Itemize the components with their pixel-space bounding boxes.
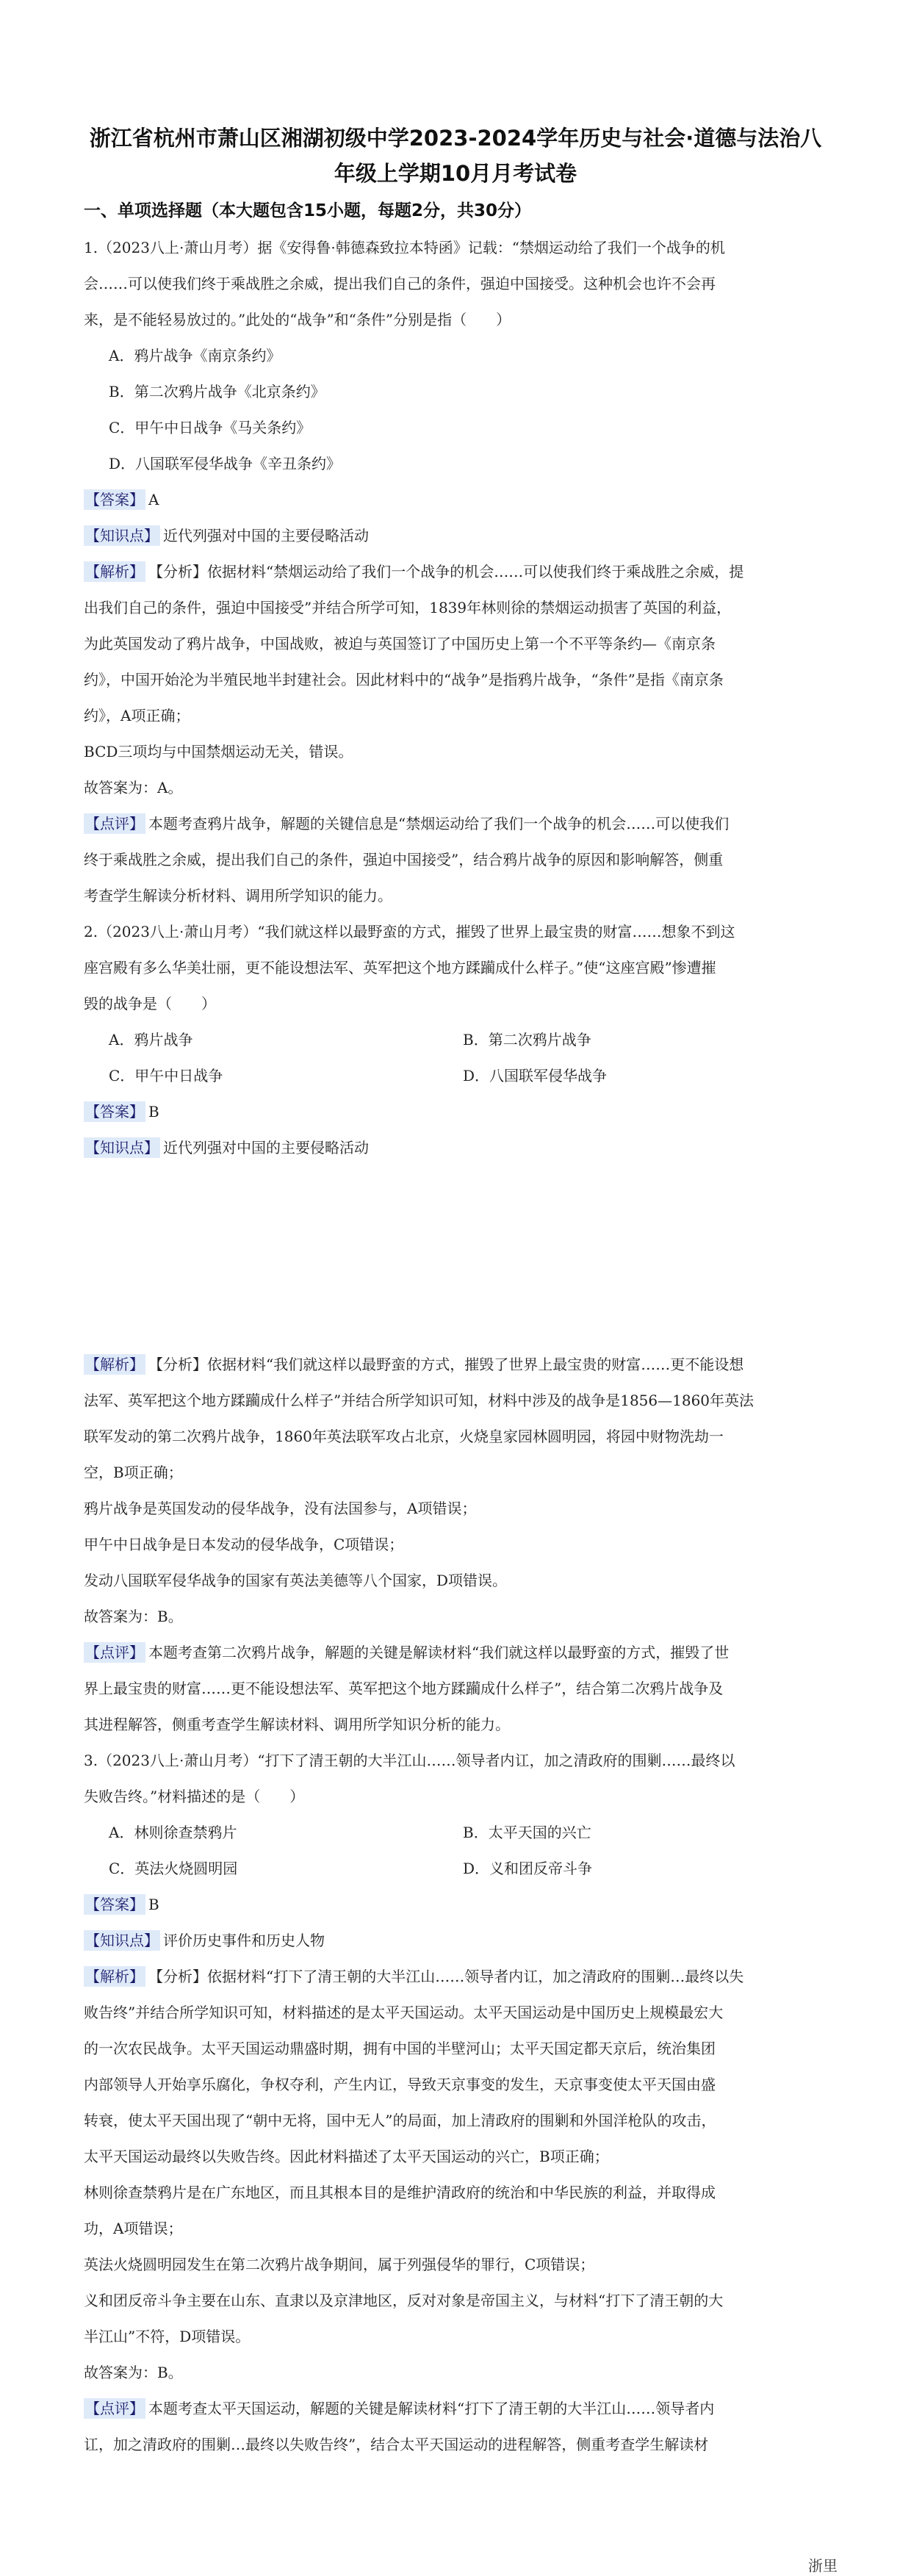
- q1-analysis-line: 为此英国发动了鸦片战争，中国战败，被迫与英国签订了中国历史上第一个不平等条约—《南京条: [84, 635, 716, 652]
- q1-analysis-line: 约》，中国开始沦为半殖民地半封建社会。因此材料中的“战争”是指鸦片战争，“条件”是指《南京条: [84, 671, 724, 688]
- q3-analysis-line: 太平天国运动最终以失败告终。因此材料描述了太平天国运动的兴亡，B项正确；: [84, 2148, 609, 2165]
- comment-label: 【点评】: [85, 1644, 144, 1661]
- q3-analysis-line: 败告终”并结合所学知识可知，材料描述的是太平天国运动。太平天国运动是中国历史上规模最宏大: [84, 2004, 724, 2021]
- q3-analysis-line: 故答案为：B。: [84, 2364, 183, 2381]
- q2-analysis-line: 空，B项正确；: [84, 1464, 183, 1481]
- q1-option-d: D．八国联军侵华战争《辛丑条约》: [109, 455, 342, 472]
- knowledge-point-label: 【知识点】: [85, 1139, 159, 1156]
- q1-analysis-line: [84, 561, 743, 583]
- q3-answer: B: [148, 1896, 159, 1913]
- q2-option-c: C．甲午中日战争: [109, 1067, 223, 1084]
- q2-stem-line: 毁的战争是（ ）: [84, 995, 216, 1012]
- q1-option-c: C．甲午中日战争《马关条约》: [109, 419, 312, 436]
- section-heading: 一、单项选择题（本大题包含15小题，每题2分，共30分）: [84, 201, 532, 220]
- q2-analysis-text: 【分析】依据材料“我们就这样以最野蛮的方式，摧毁了世界上最宝贵的财富……更不能设想: [148, 1356, 744, 1373]
- page-footer: 浙里: [808, 2557, 838, 2575]
- q3-analysis-line: 功，A项错误；: [84, 2220, 183, 2237]
- q2-answer: B: [148, 1103, 159, 1120]
- q1-stem-line: 会……可以使我们终于乘战胜之余威，提出我们自己的条件，强迫中国接受。这种机会也许不会再: [84, 275, 716, 292]
- q1-knowledge-point: 近代列强对中国的主要侵略活动: [163, 527, 369, 544]
- answer-label: 【答案】: [85, 491, 144, 508]
- q1-analysis-line: 故答案为：A。: [84, 779, 183, 796]
- q2-comment-line: 其进程解答，侧重考查学生解读材料、调用所学知识分析的能力。: [84, 1716, 510, 1733]
- q1-stem-line: 来，是不能轻易放过的。”此处的“战争”和“条件”分别是指（ ）: [84, 311, 511, 328]
- q3-comment-text: 本题考查太平天国运动，解题的关键是解读材料“打下了清王朝的大半江山……领导者内: [148, 2400, 715, 2417]
- q2-analysis-line: 甲午中日战争是日本发动的侵华战争，C项错误；: [84, 1536, 404, 1553]
- q2-knowledge-point: 近代列强对中国的主要侵略活动: [163, 1139, 369, 1156]
- q1-option-a: A．鸦片战争《南京条约》: [109, 347, 281, 364]
- q3-option-c: C．英法火烧圆明园: [109, 1860, 238, 1877]
- analysis-label: 【解析】: [85, 1356, 144, 1373]
- q2-analysis-line: 鸦片战争是英国发动的侵华战争，没有法国参与，A项错误；: [84, 1500, 477, 1517]
- q1-stem-line: 1.（2023八上·萧山月考）据《安得鲁·韩德森致拉本特函》记载：“禁烟运动给了我们一个战争的机: [84, 239, 725, 256]
- q2-comment-text: 本题考查第二次鸦片战争，解题的关键是解读材料“我们就这样以最野蛮的方式，摧毁了世: [148, 1644, 730, 1661]
- q1-comment-text: 本题考查鸦片战争，解题的关键信息是“禁烟运动给了我们一个战争的机会……可以使我们: [148, 815, 730, 832]
- q2-option-d: D．八国联军侵华战争: [463, 1067, 608, 1084]
- q2-answer-row: [84, 1101, 159, 1123]
- q2-knowledge-row: [84, 1137, 369, 1159]
- q2-analysis-line: 发动八国联军侵华战争的国家有英法美德等八个国家，D项错误。: [84, 1572, 508, 1589]
- q1-comment-line: 考查学生解读分析材料、调用所学知识的能力。: [84, 887, 392, 904]
- q3-analysis-line: 英法火烧圆明园发生在第二次鸦片战争期间，属于列强侵华的罪行，C项错误；: [84, 2256, 595, 2273]
- q3-analysis-line: 义和团反帝斗争主要在山东、直隶以及京津地区，反对对象是帝国主义，与材料“打下了清王朝的大: [84, 2292, 724, 2309]
- knowledge-point-label: 【知识点】: [85, 1932, 159, 1949]
- exam-title-line2: 年级上学期10月月考试卷: [334, 161, 577, 186]
- q2-stem-line: 座宫殿有多么华美壮丽，更不能设想法军、英军把这个地方蹂躏成什么样子。”使“这座宫殿”惨遭摧: [84, 959, 716, 976]
- analysis-label: 【解析】: [85, 1968, 144, 1985]
- knowledge-point-label: 【知识点】: [85, 527, 159, 544]
- exam-title-line1: 浙江省杭州市萧山区湘湖初级中学2023-2024学年历史与社会·道德与法治八: [89, 126, 822, 151]
- comment-label: 【点评】: [85, 2400, 144, 2417]
- q3-analysis-line: [84, 1965, 743, 1987]
- q1-comment-line: [84, 813, 729, 835]
- q2-analysis-line: 故答案为：B。: [84, 1608, 183, 1625]
- q1-analysis-line: BCD三项均与中国禁烟运动无关，错误。: [84, 743, 353, 760]
- q3-option-d: D．义和团反帝斗争: [463, 1860, 593, 1877]
- q1-answer: A: [148, 491, 159, 508]
- q3-comment-line: 讧，加之清政府的围剿…最终以失败告终”，结合太平天国运动的进程解答，侧重考查学生解读材: [84, 2436, 709, 2453]
- q3-analysis-text: 【分析】依据材料“打下了清王朝的大半江山……领导者内讧，加之清政府的围剿…最终以失: [148, 1968, 744, 1985]
- q2-option-a: A．鸦片战争: [109, 1031, 193, 1048]
- q1-answer-row: [84, 489, 159, 511]
- q2-analysis-line: 联军发动的第二次鸦片战争，1860年英法联军攻占北京，火烧皇家园林圆明园，将园中财物洗劫一: [84, 1428, 724, 1445]
- q3-knowledge-point: 评价历史事件和历史人物: [163, 1932, 325, 1949]
- q3-stem-line: 3.（2023八上·萧山月考）“打下了清王朝的大半江山……领导者内讧，加之清政府的围剿……最终以: [84, 1752, 735, 1769]
- q3-option-a: A．林则徐查禁鸦片: [109, 1824, 237, 1841]
- q2-option-b: B．第二次鸦片战争: [463, 1031, 591, 1048]
- q1-analysis-line: 约》，A项正确；: [84, 707, 190, 724]
- q3-answer-row: [84, 1893, 159, 1915]
- answer-label: 【答案】: [85, 1896, 144, 1913]
- q1-analysis-line: 出我们自己的条件，强迫中国接受”并结合所学可知，1839年林则徐的禁烟运动损害了英国的利益，: [84, 599, 732, 616]
- q3-analysis-line: 半江山”不符，D项错误。: [84, 2328, 251, 2345]
- q3-analysis-line: 内部领导人开始享乐腐化，争权夺利，产生内讧，导致天京事变的发生，天京事变使太平天国由盛: [84, 2076, 716, 2093]
- q3-comment-line: [84, 2397, 714, 2420]
- comment-label: 【点评】: [85, 815, 144, 832]
- q3-knowledge-row: [84, 1929, 325, 1951]
- q2-analysis-line: [84, 1353, 743, 1375]
- q1-knowledge-row: [84, 525, 369, 547]
- q1-analysis-text: 【分析】依据材料“禁烟运动给了我们一个战争的机会……可以使我们终于乘战胜之余威，提: [148, 563, 744, 580]
- q3-stem-line: 失败告终。”材料描述的是（ ）: [84, 1788, 305, 1805]
- q3-analysis-line: 林则徐查禁鸦片是在广东地区，而且其根本目的是维护清政府的统治和中华民族的利益，并取得成: [84, 2184, 716, 2201]
- q2-stem-line: 2.（2023八上·萧山月考）“我们就这样以最野蛮的方式，摧毁了世界上最宝贵的财富……想象不到这: [84, 923, 735, 940]
- q3-analysis-line: 的一次农民战争。太平天国运动鼎盛时期，拥有中国的半壁河山；太平天国定都天京后，统治集团: [84, 2040, 716, 2057]
- q2-comment-line: [84, 1641, 729, 1663]
- q3-analysis-line: 转衰，使太平天国出现了“朝中无将，国中无人”的局面，加上清政府的围剿和外国洋枪队的攻击，: [84, 2112, 716, 2129]
- q3-option-b: B．太平天国的兴亡: [463, 1824, 591, 1841]
- q1-comment-line: 终于乘战胜之余威，提出我们自己的条件，强迫中国接受”，结合鸦片战争的原因和影响解答，侧重: [84, 851, 724, 868]
- q2-comment-line: 界上最宝贵的财富……更不能设想法军、英军把这个地方蹂躏成什么样子”，结合第二次鸦片战争及: [84, 1680, 724, 1697]
- q2-analysis-line: 法军、英军把这个地方蹂躏成什么样子”并结合所学知识可知，材料中涉及的战争是1856—1860年英法: [84, 1392, 755, 1409]
- q1-option-b: B．第二次鸦片战争《北京条约》: [109, 383, 325, 400]
- answer-label: 【答案】: [85, 1103, 144, 1120]
- analysis-label: 【解析】: [85, 563, 144, 580]
